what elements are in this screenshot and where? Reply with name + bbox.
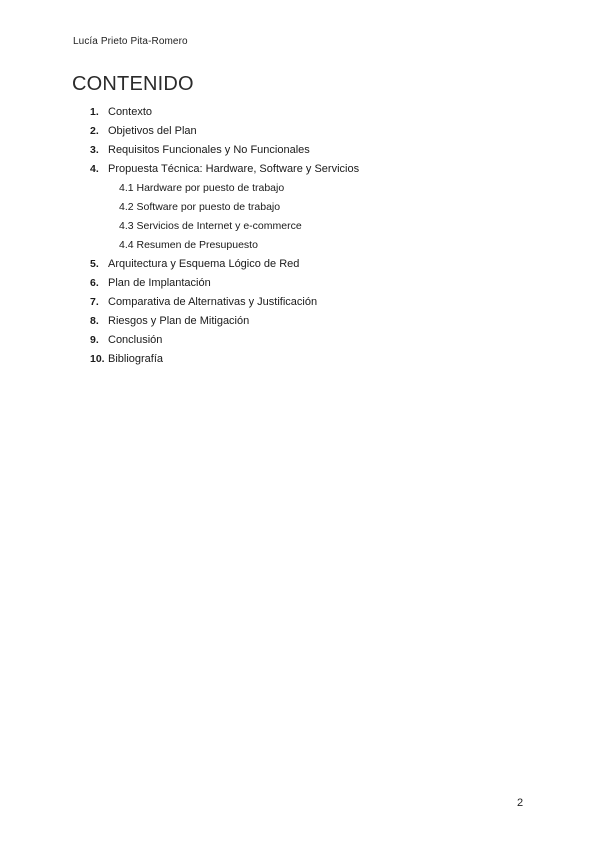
toc-item-label: Objetivos del Plan [108,125,197,137]
toc-item-number: 6. [90,277,99,289]
page-number: 2 [517,797,524,809]
toc-item-number: 10. [90,353,105,365]
toc-item-number: 5. [90,258,99,270]
toc-subitem-hardware[interactable]: 4.1 Hardware por puesto de trabajo [119,182,285,194]
toc-item-label: Contexto [108,106,153,118]
toc-subitem-servicios[interactable]: 4.3 Servicios de Internet y e-commerce [119,220,302,232]
toc-sublist-container [90,179,359,255]
toc-title: CONTENIDO [72,73,194,95]
toc-item-label: Requisitos Funcionales y No Funcionales [108,144,310,156]
toc-item-comparativa[interactable] [90,293,359,312]
toc-item-label: Conclusión [108,334,163,346]
toc-subitem-presupuesto[interactable]: 4.4 Resumen de Presupuesto [119,239,258,251]
toc-item-riesgos[interactable] [90,312,359,331]
table-of-contents [90,103,359,369]
toc-item-arquitectura[interactable] [90,255,359,274]
toc-item-number: 9. [90,334,99,346]
toc-item-requisitos[interactable] [90,141,359,160]
toc-sublist [90,179,359,255]
toc-item-conclusion[interactable] [90,331,359,350]
toc-item-number: 4. [90,163,99,175]
toc-item-label: Riesgos y Plan de Mitigación [108,315,250,327]
toc-item-contexto[interactable] [90,103,359,122]
toc-item-label: Bibliografía [108,353,164,365]
toc-item-implantacion[interactable] [90,274,359,293]
toc-item-number: 1. [90,106,99,118]
toc-item-label: Comparativa de Alternativas y Justificación [108,296,318,308]
toc-item-number: 7. [90,296,99,308]
toc-item-bibliografia[interactable] [90,350,359,369]
toc-item-label: Plan de Implantación [108,277,211,289]
page-header-author: Lucía Prieto Pita-Romero [73,36,188,47]
toc-item-label: Propuesta Técnica: Hardware, Software y Servicios [108,163,360,175]
toc-item-number: 2. [90,125,99,137]
toc-item-objetivos[interactable] [90,122,359,141]
toc-item-propuesta-tecnica[interactable] [90,160,359,179]
toc-item-number: 8. [90,315,99,327]
toc-item-label: Arquitectura y Esquema Lógico de Red [108,258,300,270]
toc-item-number: 3. [90,144,99,156]
toc-subitem-software[interactable]: 4.2 Software por puesto de trabajo [119,201,281,213]
